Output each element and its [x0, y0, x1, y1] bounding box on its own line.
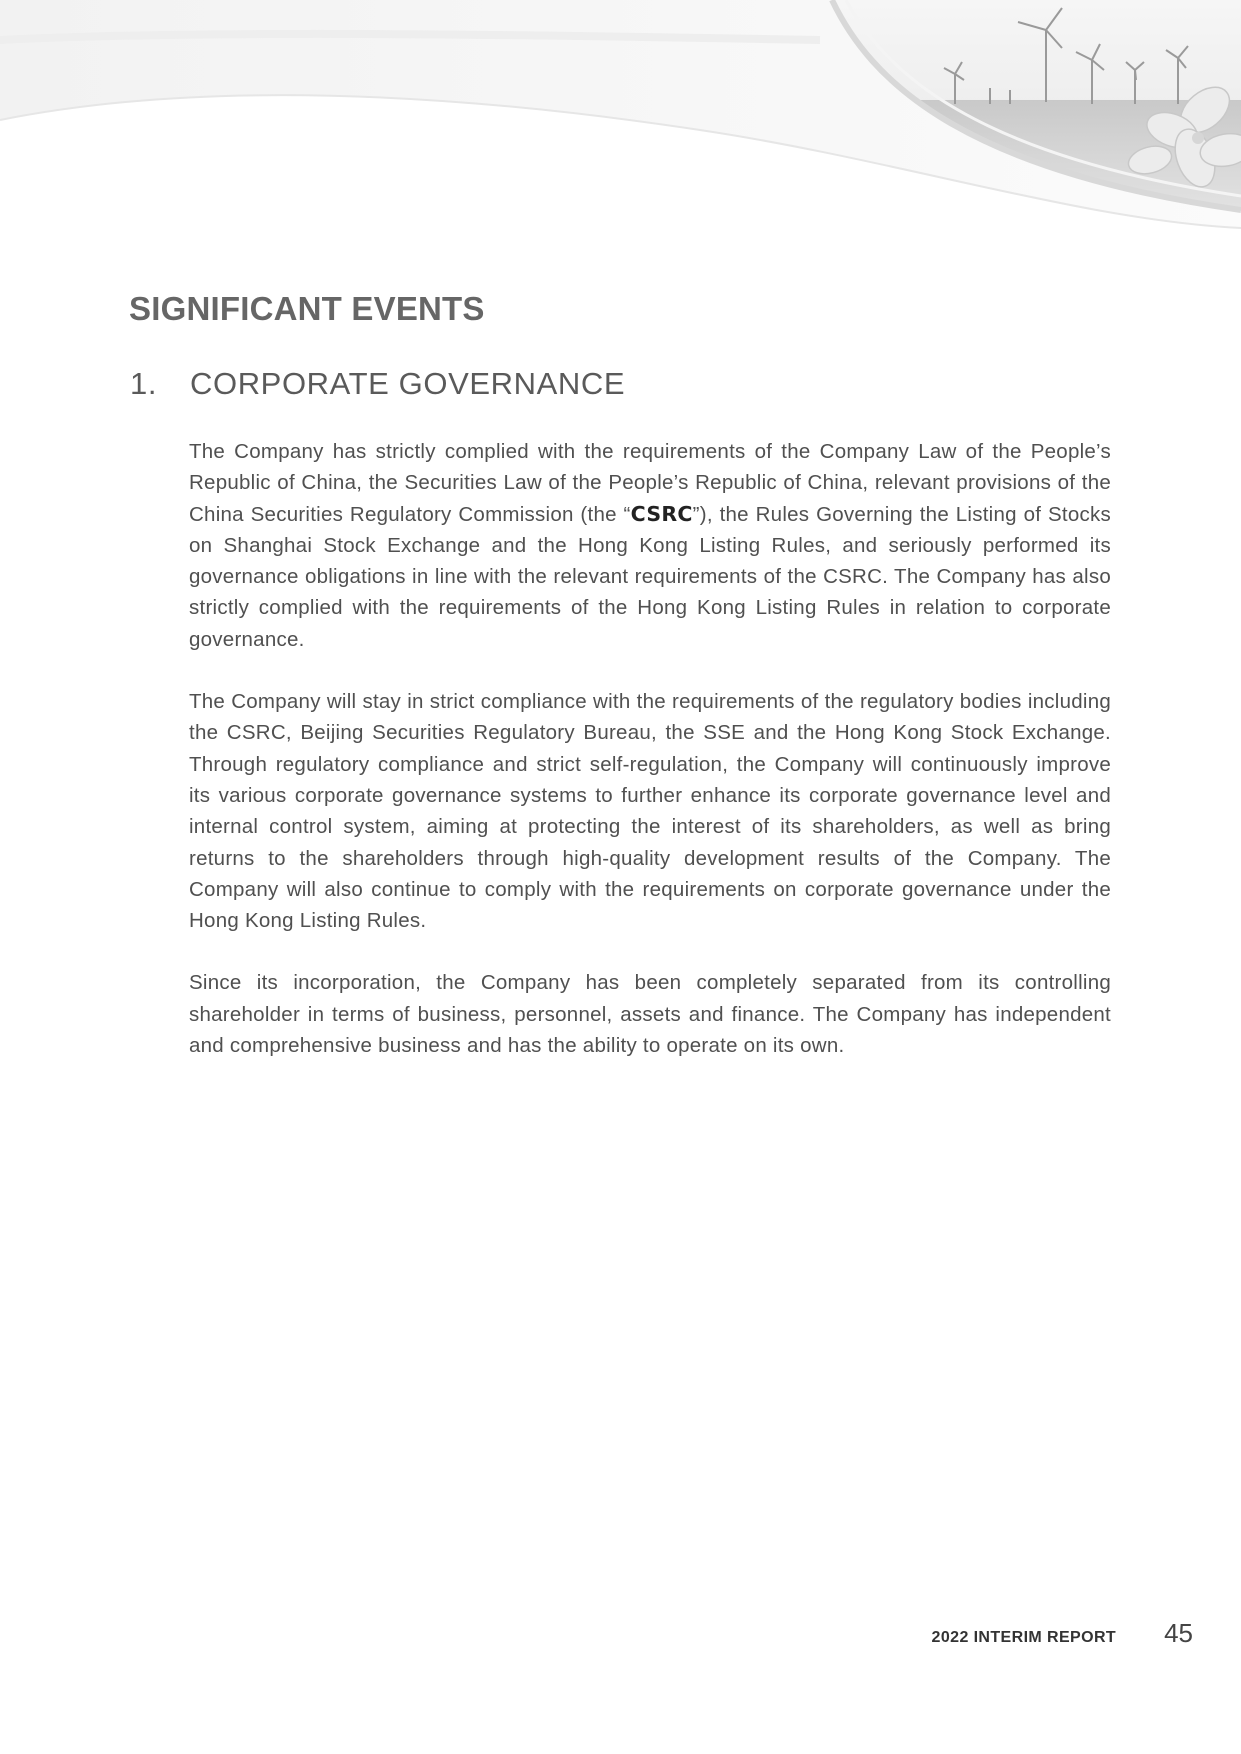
header-banner-image: [0, 0, 1241, 240]
report-label: 2022 INTERIM REPORT: [931, 1629, 1117, 1646]
paragraph-1-after: ”), the Rules Governing the Listing of Stocks on Shanghai Stock Exchange and the Hong Kong Listing Rules, and seriously performed its governance obligations in line with the relevant requirements of the CSRC. The Company has also strictly complied with the requirements of the Hong Kong Listing Rules in relation to corporate governance.: [189, 502, 1111, 651]
subsection-title: CORPORATE GOVERNANCE: [190, 366, 626, 401]
subsection-number: 1.: [130, 366, 158, 401]
body-text: [189, 436, 1111, 1092]
paragraph-compliance: [189, 436, 1111, 655]
csrc-defined-term: CSRC: [630, 501, 693, 526]
page-footer: [932, 1618, 1193, 1649]
paragraph-1-before: The Company has strictly complied with the requirements of the Company Law of the People’s Republic of China, the Securities Law of the People’s Republic of China, relevant provisions of the China Securities Regulatory Commission (the “: [189, 440, 1111, 526]
page-number: 45: [1164, 1618, 1193, 1648]
section-title: SIGNIFICANT EVENTS: [129, 290, 485, 327]
paragraph-regulatory: The Company will stay in strict compliance with the requirements of the regulatory bodies including the CSRC, Beijing Securities Regulatory Bureau, the SSE and the Hong Kong Stock Exchange. Through regulatory compliance and strict self-regulation, the Company will continuously improve its various corporate governance systems to further enhance its corporate governance level and internal control system, aiming at protecting the interest of its shareholders, as well as bring returns to the shareholders through high-quality development results of the Company. The Company will also continue to comply with the requirements on corporate governance under the Hong Kong Listing Rules.: [189, 690, 1111, 933]
subsection-heading: [130, 366, 625, 402]
paragraph-independence: Since its incorporation, the Company has been completely separated from its controlling shareholder in terms of business, personnel, assets and finance. The Company has independent and comprehensive business and has the ability to operate on its own.: [189, 971, 1111, 1058]
